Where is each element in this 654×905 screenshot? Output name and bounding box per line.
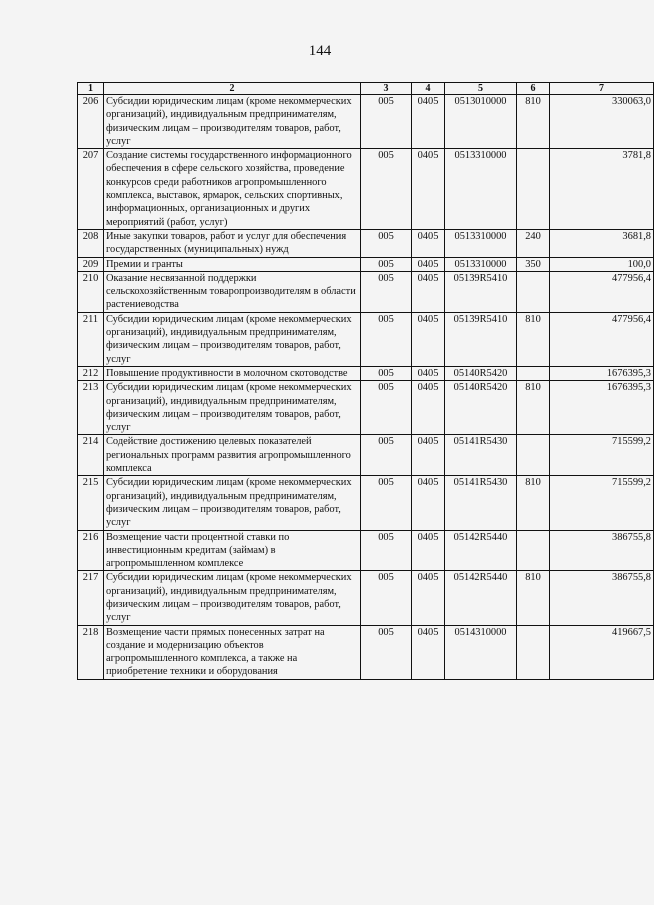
row-expense-type bbox=[517, 625, 550, 679]
row-grbs-code: 005 bbox=[361, 271, 412, 312]
row-section-code: 0405 bbox=[412, 312, 445, 366]
row-amount: 386755,8 bbox=[550, 571, 654, 625]
row-amount: 419667,5 bbox=[550, 625, 654, 679]
row-grbs-code: 005 bbox=[361, 571, 412, 625]
row-amount: 1676395,3 bbox=[550, 366, 654, 380]
table-row bbox=[78, 625, 654, 679]
row-name: Субсидии юридическим лицам (кроме некоммерческих организаций), индивидуальным предпринимателям, физическим лицам – производителям товаров, работ, услуг bbox=[104, 476, 361, 530]
row-target-article: 0513310000 bbox=[445, 257, 517, 271]
row-section-code: 0405 bbox=[412, 625, 445, 679]
row-target-article: 05141R5430 bbox=[445, 476, 517, 530]
row-name: Возмещение части прямых понесенных затрат на создание и модернизацию объектов агропромышленного комплекса, а также на приобретение техники и оборудования bbox=[104, 625, 361, 679]
row-expense-type: 240 bbox=[517, 229, 550, 257]
row-target-article: 05140R5420 bbox=[445, 366, 517, 380]
row-amount: 330063,0 bbox=[550, 95, 654, 149]
row-section-code: 0405 bbox=[412, 571, 445, 625]
row-section-code: 0405 bbox=[412, 366, 445, 380]
row-amount: 1676395,3 bbox=[550, 381, 654, 435]
row-name: Создание системы государственного информационного обеспечения в сфере сельского хозяйства, проведение конкурсов среди работников агропромышленного комплекса, выставок, ярмарок, сельских спортивных, информационных, организационных и других мероприятий (работ, услуг) bbox=[104, 149, 361, 230]
row-expense-type bbox=[517, 271, 550, 312]
row-section-code: 0405 bbox=[412, 95, 445, 149]
row-number: 208 bbox=[78, 229, 104, 257]
row-amount: 3781,8 bbox=[550, 149, 654, 230]
budget-table bbox=[77, 82, 654, 680]
row-expense-type: 350 bbox=[517, 257, 550, 271]
row-target-article: 0514310000 bbox=[445, 625, 517, 679]
table-row bbox=[78, 366, 654, 380]
column-header-4: 4 bbox=[412, 83, 445, 95]
row-grbs-code: 005 bbox=[361, 381, 412, 435]
row-grbs-code: 005 bbox=[361, 229, 412, 257]
table-row bbox=[78, 271, 654, 312]
row-target-article: 05141R5430 bbox=[445, 435, 517, 476]
row-target-article: 0513310000 bbox=[445, 229, 517, 257]
row-amount: 715599,2 bbox=[550, 435, 654, 476]
row-name: Субсидии юридическим лицам (кроме некоммерческих организаций), индивидуальным предпринимателям, физическим лицам – производителям товаров, работ, услуг bbox=[104, 312, 361, 366]
column-header-6: 6 bbox=[517, 83, 550, 95]
row-grbs-code: 005 bbox=[361, 530, 412, 571]
row-name: Иные закупки товаров, работ и услуг для обеспечения государственных (муниципальных) нужд bbox=[104, 229, 361, 257]
row-amount: 3681,8 bbox=[550, 229, 654, 257]
table-row bbox=[78, 381, 654, 435]
row-number: 211 bbox=[78, 312, 104, 366]
row-number: 210 bbox=[78, 271, 104, 312]
column-header-1: 1 bbox=[78, 83, 104, 95]
row-amount: 715599,2 bbox=[550, 476, 654, 530]
row-amount: 477956,4 bbox=[550, 312, 654, 366]
row-expense-type: 810 bbox=[517, 381, 550, 435]
row-target-article: 05142R5440 bbox=[445, 571, 517, 625]
table-header-row bbox=[78, 83, 654, 95]
row-section-code: 0405 bbox=[412, 435, 445, 476]
row-expense-type: 810 bbox=[517, 476, 550, 530]
row-grbs-code: 005 bbox=[361, 95, 412, 149]
row-name: Повышение продуктивности в молочном скотоводстве bbox=[104, 366, 361, 380]
row-target-article: 05139R5410 bbox=[445, 312, 517, 366]
row-target-article: 0513310000 bbox=[445, 149, 517, 230]
column-header-7: 7 bbox=[550, 83, 654, 95]
row-name: Субсидии юридическим лицам (кроме некоммерческих организаций), индивидуальным предпринимателям, физическим лицам – производителям товаров, работ, услуг bbox=[104, 571, 361, 625]
row-expense-type: 810 bbox=[517, 95, 550, 149]
row-expense-type bbox=[517, 149, 550, 230]
row-section-code: 0405 bbox=[412, 381, 445, 435]
row-name: Оказание несвязанной поддержки сельскохозяйственным товаропроизводителям в области растениеводства bbox=[104, 271, 361, 312]
row-amount: 477956,4 bbox=[550, 271, 654, 312]
row-section-code: 0405 bbox=[412, 530, 445, 571]
table-row bbox=[78, 229, 654, 257]
page-number: 144 bbox=[308, 43, 332, 59]
row-name: Премии и гранты bbox=[104, 257, 361, 271]
row-grbs-code: 005 bbox=[361, 625, 412, 679]
row-expense-type: 810 bbox=[517, 312, 550, 366]
table-row bbox=[78, 149, 654, 230]
table-row bbox=[78, 476, 654, 530]
table-row bbox=[78, 530, 654, 571]
row-expense-type: 810 bbox=[517, 571, 550, 625]
column-header-3: 3 bbox=[361, 83, 412, 95]
row-number: 207 bbox=[78, 149, 104, 230]
row-number: 215 bbox=[78, 476, 104, 530]
row-target-article: 05140R5420 bbox=[445, 381, 517, 435]
row-number: 216 bbox=[78, 530, 104, 571]
row-name: Возмещение части процентной ставки по инвестиционным кредитам (займам) в агропромышленном комплексе bbox=[104, 530, 361, 571]
column-header-2: 2 bbox=[104, 83, 361, 95]
column-header-5: 5 bbox=[445, 83, 517, 95]
row-target-article: 0513010000 bbox=[445, 95, 517, 149]
table-row bbox=[78, 435, 654, 476]
row-grbs-code: 005 bbox=[361, 257, 412, 271]
row-number: 217 bbox=[78, 571, 104, 625]
row-target-article: 05139R5410 bbox=[445, 271, 517, 312]
row-expense-type bbox=[517, 435, 550, 476]
row-section-code: 0405 bbox=[412, 149, 445, 230]
row-expense-type bbox=[517, 530, 550, 571]
row-number: 209 bbox=[78, 257, 104, 271]
row-name: Содействие достижению целевых показателей региональных программ развития агропромышленного комплекса bbox=[104, 435, 361, 476]
row-section-code: 0405 bbox=[412, 229, 445, 257]
row-grbs-code: 005 bbox=[361, 476, 412, 530]
row-grbs-code: 005 bbox=[361, 312, 412, 366]
table-row bbox=[78, 571, 654, 625]
row-section-code: 0405 bbox=[412, 476, 445, 530]
row-number: 218 bbox=[78, 625, 104, 679]
row-number: 212 bbox=[78, 366, 104, 380]
row-name: Субсидии юридическим лицам (кроме некоммерческих организаций), индивидуальным предпринимателям, физическим лицам – производителям товаров, работ, услуг bbox=[104, 95, 361, 149]
table-row bbox=[78, 95, 654, 149]
row-grbs-code: 005 bbox=[361, 149, 412, 230]
row-section-code: 0405 bbox=[412, 257, 445, 271]
row-number: 206 bbox=[78, 95, 104, 149]
row-section-code: 0405 bbox=[412, 271, 445, 312]
row-expense-type bbox=[517, 366, 550, 380]
row-number: 214 bbox=[78, 435, 104, 476]
row-amount: 386755,8 bbox=[550, 530, 654, 571]
row-name: Субсидии юридическим лицам (кроме некоммерческих организаций), индивидуальным предпринимателям, физическим лицам – производителям товаров, работ, услуг bbox=[104, 381, 361, 435]
row-grbs-code: 005 bbox=[361, 435, 412, 476]
table-row bbox=[78, 312, 654, 366]
row-amount: 100,0 bbox=[550, 257, 654, 271]
row-number: 213 bbox=[78, 381, 104, 435]
row-grbs-code: 005 bbox=[361, 366, 412, 380]
row-target-article: 05142R5440 bbox=[445, 530, 517, 571]
table-row bbox=[78, 257, 654, 271]
